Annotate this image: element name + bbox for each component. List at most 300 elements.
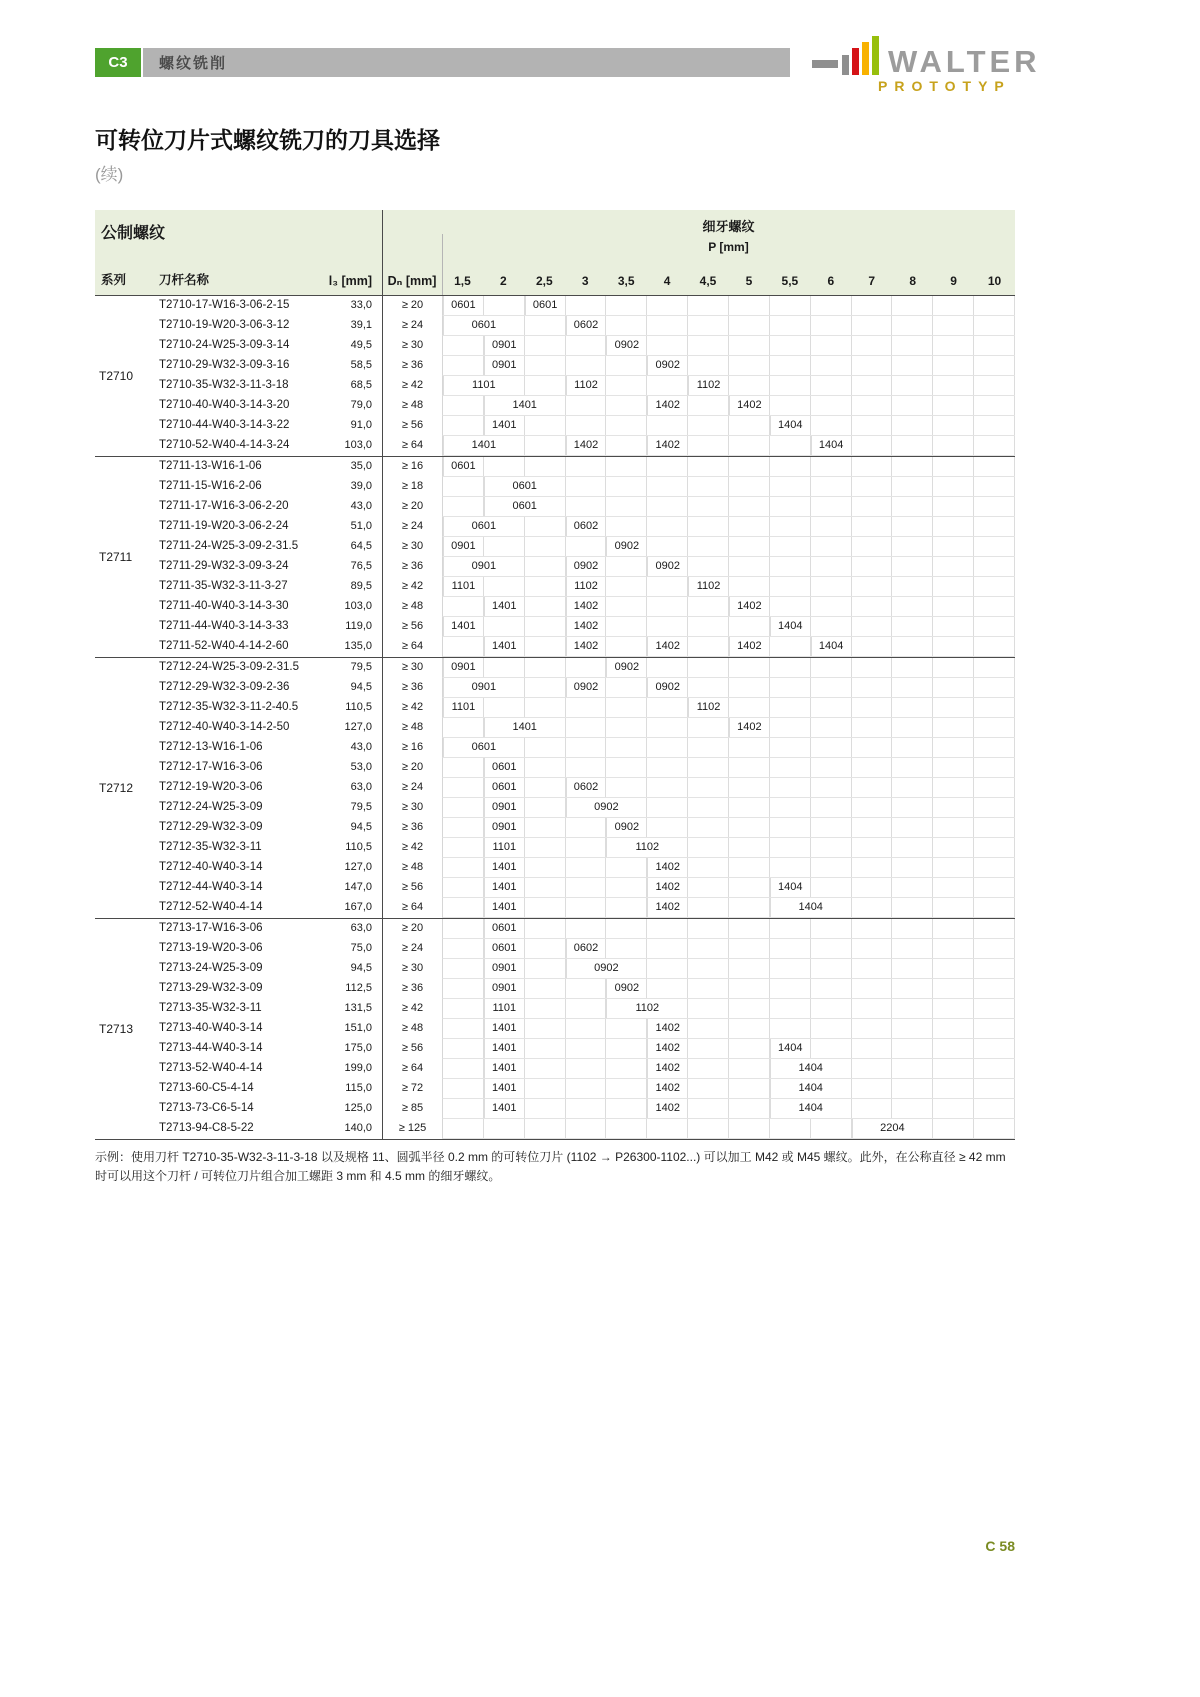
insert-code: 1101: [484, 838, 525, 857]
dn-value: ≥ 20: [382, 296, 442, 316]
tool-name: T2713-73-C6-5-14: [159, 1102, 254, 1114]
insert-code: 1401: [484, 396, 566, 415]
insert-code: 1402: [647, 1019, 688, 1038]
pitch-header: 2: [500, 274, 507, 288]
dn-value: ≥ 36: [382, 678, 442, 698]
tool-name: T2711-29-W32-3-09-3-24: [159, 560, 289, 572]
insert-code: 1402: [647, 1039, 688, 1058]
tool-name: T2712-29-W32-3-09-2-36: [159, 681, 290, 693]
l3-value: 68,5: [350, 379, 372, 391]
dn-value: ≥ 30: [382, 959, 442, 979]
l3-value: 43,0: [350, 500, 372, 512]
dn-value: ≥ 72: [382, 1079, 442, 1099]
dn-value: ≥ 42: [382, 376, 442, 396]
dn-value: ≥ 18: [382, 477, 442, 497]
chapter-title-bar: [143, 48, 790, 77]
series-group: [95, 457, 1015, 658]
insert-code: 1102: [566, 376, 607, 395]
tool-name: T2710-52-W40-4-14-3-24: [159, 439, 290, 451]
dn-value: ≥ 30: [382, 798, 442, 818]
tool-name: T2711-40-W40-3-14-3-30: [159, 600, 289, 612]
insert-code: 0601: [525, 296, 566, 315]
pitch-grid: [442, 878, 1015, 898]
insert-code: 0601: [484, 778, 525, 797]
l3-value: 119,0: [345, 620, 372, 632]
table-row: [155, 637, 1015, 657]
insert-code: 1402: [566, 617, 607, 636]
l3-value: 151,0: [344, 1022, 372, 1034]
table-row: [155, 477, 1015, 497]
dn-value: ≥ 16: [382, 457, 442, 477]
dn-value: ≥ 56: [382, 878, 442, 898]
insert-code: 1102: [606, 999, 688, 1018]
table-row: [155, 738, 1015, 758]
dn-value: ≥ 42: [382, 999, 442, 1019]
pitch-grid: [442, 838, 1015, 858]
dn-value: ≥ 42: [382, 698, 442, 718]
pitch-header: 7: [868, 274, 876, 288]
brand-logo: [812, 36, 1041, 94]
tool-name: T2710-19-W20-3-06-3-12: [159, 319, 290, 331]
insert-code: 1401: [443, 617, 484, 636]
table-row: [155, 858, 1015, 878]
pitch-grid: [442, 537, 1015, 557]
insert-code: 1402: [647, 1059, 688, 1078]
pitch-grid: [442, 1119, 1015, 1139]
pitch-grid: [442, 617, 1015, 637]
tool-name: T2712-44-W40-3-14: [159, 881, 263, 893]
table-row: [155, 979, 1015, 999]
insert-code: 0601: [484, 939, 525, 958]
table-row: [155, 1059, 1015, 1079]
dn-value: ≥ 20: [382, 919, 442, 939]
insert-code: 0902: [566, 678, 607, 697]
tool-name: T2713-35-W32-3-11: [159, 1002, 262, 1014]
pitch-grid: [442, 1019, 1015, 1039]
l3-value: 39,1: [350, 319, 372, 331]
table-row: [155, 878, 1015, 898]
insert-code: 0902: [606, 537, 647, 556]
insert-code: 1401: [484, 1039, 525, 1058]
insert-code: 1102: [606, 838, 688, 857]
pitch-header: 8: [909, 274, 917, 288]
tool-name: T2711-44-W40-3-14-3-33: [159, 620, 289, 632]
tool-name: T2712-40-W40-3-14: [159, 861, 263, 873]
dn-value: ≥ 48: [382, 1019, 442, 1039]
pitch-grid: [442, 1079, 1015, 1099]
pitch-grid: [442, 376, 1015, 396]
dn-value: ≥ 36: [382, 979, 442, 999]
pitch-grid: [442, 457, 1015, 477]
insert-code: 0901: [443, 557, 525, 576]
l3-value: 49,5: [350, 339, 372, 351]
l3-value: 140,0: [344, 1122, 372, 1134]
name-column-header: 刀杆名称: [159, 273, 210, 287]
l3-value: 63,0: [350, 922, 372, 934]
insert-code: 0601: [443, 517, 525, 536]
insert-code: 2204: [852, 1119, 934, 1138]
dn-value: ≥ 36: [382, 356, 442, 376]
pitch-grid: [442, 557, 1015, 577]
table-row: [155, 898, 1015, 918]
logo-bars-icon: [842, 36, 879, 75]
insert-code: 1101: [484, 999, 525, 1018]
dn-value: ≥ 30: [382, 336, 442, 356]
table-header: [95, 210, 1015, 296]
table-row: [155, 838, 1015, 858]
insert-code: 1401: [484, 1099, 525, 1118]
l3-value: 94,5: [350, 821, 372, 833]
pitch-grid: [442, 658, 1015, 678]
chapter-badge: C3: [95, 48, 141, 77]
pitch-grid: [442, 898, 1015, 918]
l3-value: 89,5: [350, 580, 372, 592]
insert-code: 0901: [484, 979, 525, 998]
l3-value: 58,5: [350, 359, 372, 371]
insert-code: 0601: [443, 296, 484, 315]
dn-value: ≥ 48: [382, 718, 442, 738]
insert-code: 1404: [770, 617, 811, 636]
table-row: [155, 798, 1015, 818]
brand-subname: PROTOTYP: [878, 78, 1011, 94]
example-note: [95, 1148, 1020, 1185]
insert-code: 1401: [443, 436, 525, 455]
tool-name: T2711-17-W16-3-06-2-20: [159, 500, 289, 512]
tool-name: T2712-24-W25-3-09: [159, 801, 263, 813]
dn-value: ≥ 36: [382, 818, 442, 838]
dn-value: ≥ 24: [382, 316, 442, 336]
dn-value: ≥ 85: [382, 1099, 442, 1119]
insert-code: 1402: [647, 637, 688, 656]
dn-value: ≥ 48: [382, 858, 442, 878]
insert-code: 0602: [566, 939, 607, 958]
dn-value: ≥ 64: [382, 1059, 442, 1079]
table-row: [155, 617, 1015, 637]
insert-code: 1402: [566, 637, 607, 656]
pitch-grid: [442, 798, 1015, 818]
series-group: [95, 658, 1015, 919]
insert-code: 1401: [484, 858, 525, 877]
tool-name: T2712-35-W32-3-11: [159, 841, 262, 853]
series-label: T2711: [99, 550, 133, 564]
insert-code: 0602: [566, 517, 607, 536]
pitch-grid: [442, 778, 1015, 798]
pitch-header: 4: [663, 274, 671, 288]
pitch-grid: [442, 396, 1015, 416]
tool-name: T2712-40-W40-3-14-2-50: [159, 721, 290, 733]
pitch-header: 3,5: [617, 274, 635, 288]
insert-code: 0901: [443, 658, 484, 677]
pitch-grid: [442, 296, 1015, 316]
dn-value: ≥ 125: [382, 1119, 442, 1139]
table-row: [155, 557, 1015, 577]
table-row: [155, 678, 1015, 698]
table-row: [155, 658, 1015, 678]
table-row: [155, 457, 1015, 477]
insert-code: 0601: [484, 919, 525, 938]
pitch-grid: [442, 1059, 1015, 1079]
table-row: [155, 296, 1015, 316]
tool-name: T2710-35-W32-3-11-3-18: [159, 379, 289, 391]
insert-code: 1402: [647, 858, 688, 877]
page-number: C 58: [985, 1538, 1015, 1554]
l3-value: 64,5: [350, 540, 372, 552]
pitch-grid: [442, 336, 1015, 356]
dn-value: ≥ 36: [382, 557, 442, 577]
table-row: [155, 537, 1015, 557]
pitch-grid: [442, 637, 1015, 657]
l3-value: 115,0: [345, 1082, 372, 1094]
tool-name: T2711-19-W20-3-06-2-24: [159, 520, 289, 532]
pitch-grid: [442, 818, 1015, 838]
insert-code: 0902: [647, 678, 688, 697]
l3-value: 175,0: [344, 1042, 372, 1054]
dn-value: ≥ 30: [382, 658, 442, 678]
dn-value: ≥ 64: [382, 898, 442, 918]
pitch-grid: [442, 758, 1015, 778]
metric-thread-title: 公制螺纹: [101, 225, 166, 242]
pitch-header: 6: [827, 274, 835, 288]
l3-value: 91,0: [350, 419, 372, 431]
insert-code: 0902: [566, 798, 648, 817]
insert-code: 1401: [484, 718, 566, 737]
chapter-bar: [95, 48, 790, 77]
tool-name: T2712-19-W20-3-06: [159, 781, 263, 793]
insert-code: 1402: [647, 1099, 688, 1118]
table-row: [155, 818, 1015, 838]
table-row: [155, 999, 1015, 1019]
insert-code: 1401: [484, 1079, 525, 1098]
insert-code: 0901: [484, 818, 525, 837]
insert-code: 0601: [484, 497, 566, 516]
pitch-grid: [442, 517, 1015, 537]
l3-value: 199,0: [344, 1062, 372, 1074]
pitch-grid: [442, 316, 1015, 336]
tool-name: T2713-17-W16-3-06: [159, 922, 263, 934]
table-row: [155, 758, 1015, 778]
l3-value: 53,0: [350, 761, 372, 773]
pitch-grid: [442, 497, 1015, 517]
tool-name: T2713-24-W25-3-09: [159, 962, 263, 974]
l3-value: 131,5: [344, 1002, 372, 1014]
insert-code: 0901: [443, 537, 484, 556]
table-row: [155, 1079, 1015, 1099]
tool-selection-table: [95, 210, 1015, 1140]
l3-value: 79,5: [350, 801, 372, 813]
l3-value: 79,5: [350, 661, 372, 673]
insert-code: 1402: [729, 597, 770, 616]
table-row: [155, 1119, 1015, 1139]
table-row: [155, 436, 1015, 456]
insert-code: 1102: [688, 577, 729, 596]
insert-code: 1402: [566, 597, 607, 616]
pitch-grid: [442, 436, 1015, 456]
series-label: T2713: [99, 1022, 134, 1036]
dn-value: ≥ 56: [382, 1039, 442, 1059]
pitch-grid: [442, 597, 1015, 617]
tool-name: T2712-52-W40-4-14: [159, 901, 263, 913]
insert-code: 1404: [770, 898, 852, 917]
insert-code: 1404: [811, 637, 852, 656]
pitch-grid: [442, 577, 1015, 597]
dn-value: ≥ 24: [382, 517, 442, 537]
dn-value: ≥ 42: [382, 838, 442, 858]
insert-code: 0901: [484, 798, 525, 817]
insert-code: 1101: [443, 698, 484, 717]
pitch-grid: [442, 979, 1015, 999]
l3-value: 135,0: [344, 640, 372, 652]
pitch-grid: [442, 477, 1015, 497]
table-row: [155, 396, 1015, 416]
table-row: [155, 316, 1015, 336]
insert-code: 1402: [647, 436, 688, 455]
tool-name: T2710-40-W40-3-14-3-20: [159, 399, 290, 411]
l3-value: 112,5: [345, 982, 372, 994]
table-row: [155, 959, 1015, 979]
l3-value: 127,0: [344, 721, 372, 733]
insert-code: 0601: [443, 316, 525, 335]
fine-thread-title: 细牙螺纹: [702, 219, 755, 234]
table-row: [155, 416, 1015, 436]
insert-code: 1404: [811, 436, 852, 455]
insert-code: 0902: [647, 356, 688, 375]
insert-code: 1401: [484, 416, 525, 435]
l3-value: 103,0: [344, 600, 372, 612]
dn-value: ≥ 64: [382, 436, 442, 456]
insert-code: 1401: [484, 597, 525, 616]
table-row: [155, 939, 1015, 959]
tool-name: T2711-24-W25-3-09-2-31.5: [159, 540, 299, 552]
tool-name: T2713-29-W32-3-09: [159, 982, 263, 994]
insert-code: 0902: [606, 818, 647, 837]
l3-value: 63,0: [350, 781, 372, 793]
l3-value: 33,0: [350, 299, 372, 311]
insert-code: 1402: [647, 878, 688, 897]
series-label: T2710: [99, 369, 134, 383]
tool-name: T2712-29-W32-3-09: [159, 821, 263, 833]
l3-value: 75,0: [350, 942, 372, 954]
pitch-header: 3: [581, 274, 589, 288]
insert-code: 1101: [443, 376, 525, 395]
insert-code: 1102: [566, 577, 607, 596]
header-divider-dark: [382, 210, 383, 295]
dn-value: ≥ 30: [382, 537, 442, 557]
insert-code: 1402: [647, 1079, 688, 1098]
insert-code: 0901: [484, 959, 525, 978]
insert-code: 1404: [770, 878, 811, 897]
page-subtitle: (续): [95, 165, 124, 184]
tool-name: T2710-29-W32-3-09-3-16: [159, 359, 290, 371]
table-row: [155, 577, 1015, 597]
logo-dash-icon: [812, 60, 838, 68]
tool-name: T2713-94-C8-5-22: [159, 1122, 254, 1134]
tool-name: T2710-44-W40-3-14-3-22: [159, 419, 290, 431]
table-row: [155, 1099, 1015, 1119]
pitch-grid: [442, 999, 1015, 1019]
l3-value: 167,0: [344, 901, 372, 913]
pitch-grid: [442, 416, 1015, 436]
insert-code: 0902: [606, 979, 647, 998]
table-row: [155, 778, 1015, 798]
pitch-headers: [442, 274, 1015, 295]
l3-value: 43,0: [350, 741, 372, 753]
tool-name: T2711-15-W16-2-06: [159, 480, 262, 492]
pitch-grid: [442, 678, 1015, 698]
dn-value: ≥ 48: [382, 396, 442, 416]
insert-code: 0602: [566, 778, 607, 797]
tool-name: T2713-52-W40-4-14: [159, 1062, 263, 1074]
l3-value: 94,5: [350, 681, 372, 693]
insert-code: 1402: [647, 396, 688, 415]
insert-code: 1404: [770, 1059, 852, 1078]
insert-code: 1404: [770, 1079, 852, 1098]
tool-name: T2712-24-W25-3-09-2-31.5: [159, 661, 299, 673]
pitch-grid: [442, 718, 1015, 738]
l3-value: 110,5: [345, 841, 372, 853]
tool-name: T2713-19-W20-3-06: [159, 942, 263, 954]
pitch-grid: [442, 939, 1015, 959]
insert-code: 1102: [688, 698, 729, 717]
insert-code: 1102: [688, 376, 729, 395]
pitch-header: 1,5: [454, 274, 471, 288]
tool-name: T2712-35-W32-3-11-2-40.5: [159, 701, 299, 713]
table-body: [95, 296, 1015, 1140]
dn-column-header: Dₙ [mm]: [387, 274, 437, 288]
tool-name: T2711-13-W16-1-06: [159, 460, 262, 472]
l3-value: 127,0: [344, 861, 372, 873]
page-title: 可转位刀片式螺纹铣刀的刀具选择: [95, 127, 440, 153]
example-note-line2: 时可以用这个刀杆 / 可转位刀片组合加工螺距 3 mm 和 4.5 mm 的细牙螺纹。: [95, 1168, 501, 1183]
insert-code: 1401: [484, 1019, 525, 1038]
insert-code: 0601: [443, 738, 525, 757]
chapter-title: 螺纹铣削: [159, 55, 228, 72]
pitch-header: 4,5: [699, 274, 717, 288]
insert-code: 1401: [484, 637, 525, 656]
pitch-grid: [442, 738, 1015, 758]
pitch-header: 2,5: [535, 274, 553, 288]
table-row: [155, 356, 1015, 376]
insert-code: 0901: [484, 336, 525, 355]
pitch-header: 5: [745, 274, 753, 288]
pitch-header: 5,5: [781, 274, 799, 288]
dn-value: ≥ 16: [382, 738, 442, 758]
dn-value: ≥ 20: [382, 497, 442, 517]
table-row: [155, 376, 1015, 396]
brand-name: WALTER: [888, 43, 1041, 79]
l3-value: 79,0: [350, 399, 372, 411]
table-row: [155, 718, 1015, 738]
insert-code: 0902: [566, 557, 607, 576]
pitch-grid: [442, 1039, 1015, 1059]
table-row: [155, 497, 1015, 517]
l3-value: 110,5: [345, 701, 372, 713]
insert-code: 0602: [566, 316, 607, 335]
insert-code: 1401: [484, 1059, 525, 1078]
dn-value: ≥ 56: [382, 416, 442, 436]
tool-name: T2710-24-W25-3-09-3-14: [159, 339, 290, 351]
header-divider-light: [442, 234, 443, 295]
insert-code: 1402: [729, 396, 770, 415]
insert-code: 1401: [484, 878, 525, 897]
dn-value: ≥ 20: [382, 758, 442, 778]
dn-value: ≥ 56: [382, 617, 442, 637]
table-row: [155, 336, 1015, 356]
insert-code: 1402: [729, 718, 770, 737]
example-note-line1: 示例：使用刀杆 T2710-35-W32-3-11-3-18 以及规格 11、圆弧半径 0.2 mm 的可转位刀片 (1102 → P26300-1102...) 可以加工 M42 或 M45 螺纹。此外，在公称直径 ≥ 42 mm: [95, 1150, 1006, 1164]
pitch-unit-label: P [mm]: [708, 240, 749, 254]
dn-value: ≥ 24: [382, 778, 442, 798]
insert-code: 0601: [443, 457, 484, 476]
